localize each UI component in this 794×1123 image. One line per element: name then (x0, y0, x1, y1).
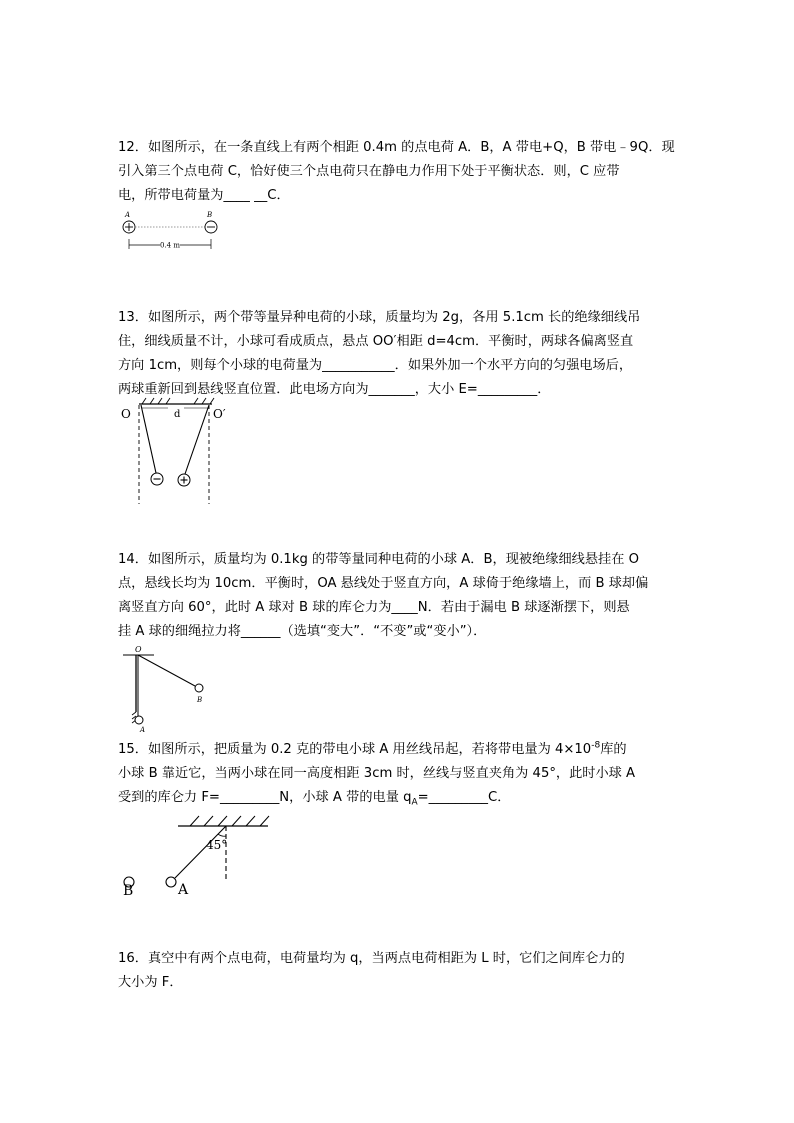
q14-figure (118, 640, 218, 735)
q14-line-2: 点，悬线长均为 10cm．平衡时，OA 悬线处于竖直方向，A 球倚于绝缘墙上，而 B 球却偏 (118, 576, 649, 591)
q15-line-3-tail: =_________C． (417, 790, 511, 805)
q14-ball-a (135, 716, 143, 724)
q13-line-4: 两球重新回到悬线竖直位置．此电场方向为_______，大小 E=_________． (118, 382, 551, 397)
q16-line-2: 大小为 F． (118, 975, 183, 990)
question-13 (118, 306, 688, 402)
q14-line-3: 离竖直方向 60°，此时 A 球对 B 球的库仑力为____N．若由于漏电 B 球逐渐摆下，则悬 (118, 600, 630, 615)
q14-ball-b (195, 684, 203, 692)
q14-label-b: B (197, 696, 203, 704)
q13-string-right (185, 405, 209, 474)
q14-line-1: 14．如图所示，质量均为 0.1kg 的带等量同种电荷的小球 A．B，现被绝缘细线悬挂在 O (118, 552, 639, 567)
q15-line-2: 小球 B 靠近它，当两小球在同一高度相距 3cm 时，丝线与竖直夹角为 45°，此时小球 A (118, 766, 636, 781)
q15-ceiling-hatch (190, 816, 269, 826)
q14-label-a: A (140, 726, 146, 734)
q13-label-d: d (174, 409, 181, 420)
q15-line-1-tail: 库的 (600, 742, 627, 757)
question-14 (118, 548, 688, 644)
q13-label-o: O (121, 407, 131, 421)
q12-figure (118, 208, 228, 256)
q12-line-3: 电，所带电荷量为____ __C． (118, 188, 290, 203)
q12-label-a: A (125, 211, 131, 219)
question-16 (118, 947, 688, 995)
q15-angle-arc (218, 834, 226, 836)
q12-line-1: 12．如图所示，在一条直线上有两个相距 0.4m 的点电荷 A．B，A 带电+Q，B 带电﹣9Q．现 (118, 140, 675, 155)
q13-line-3: 方向 1cm，则每个小球的电荷量为___________．如果外加一个水平方向的匀强电场后， (118, 358, 633, 373)
q15-angle-label: 45° (206, 838, 228, 852)
q16-line-1: 16．真空中有两个点电荷，电荷量均为 q，当两点电荷相距为 L 时，它们之间库仑力的 (118, 951, 625, 966)
q15-ball-a (166, 877, 176, 887)
q14-string-b (138, 655, 195, 686)
q13-figure (118, 396, 243, 508)
q12-distance-label: 0.4 m (160, 241, 180, 250)
q15-label-b: B (123, 883, 134, 899)
q15-line-1-text: 15．如图所示，把质量为 0.2 克的带电小球 A 用丝线吊起，若将带电量为 4×10 (118, 742, 592, 757)
q13-string-left (141, 405, 156, 473)
q15-line-1 (118, 738, 688, 762)
q15-exponent: -8 (591, 740, 601, 751)
q12-label-b: B (207, 211, 213, 219)
q12-line-2: 引入第三个点电荷 C，恰好使三个点电荷只在静电力作用下处于平衡状态．则，C 应带 (118, 164, 620, 179)
q15-line-3 (118, 786, 688, 810)
q15-figure (118, 810, 278, 902)
q13-ceiling-hatch (142, 398, 214, 404)
question-15 (118, 738, 688, 810)
q13-label-o-prime: O′ (213, 407, 226, 421)
q13-line-2: 住，细线质量不计，小球可看成质点，悬点 OO′相距 d=4cm．平衡时，两球各偏离竖直 (118, 334, 634, 349)
question-12 (118, 136, 688, 208)
q14-label-o: O (135, 645, 142, 654)
q15-line-3-text: 受到的库仑力 F=_________N，小球 A 带的电量 q (118, 790, 412, 805)
q13-line-1: 13．如图所示，两个带等量异种电荷的小球，质量均为 2g，各用 5.1cm 长的绝缘细线吊 (118, 310, 641, 325)
q15-label-a: A (178, 882, 189, 898)
q14-line-4: 挂 A 球的细绳拉力将______（选填“变大”．“不变”或“变小”）． (118, 624, 487, 639)
q15-subscript: A (411, 797, 418, 808)
